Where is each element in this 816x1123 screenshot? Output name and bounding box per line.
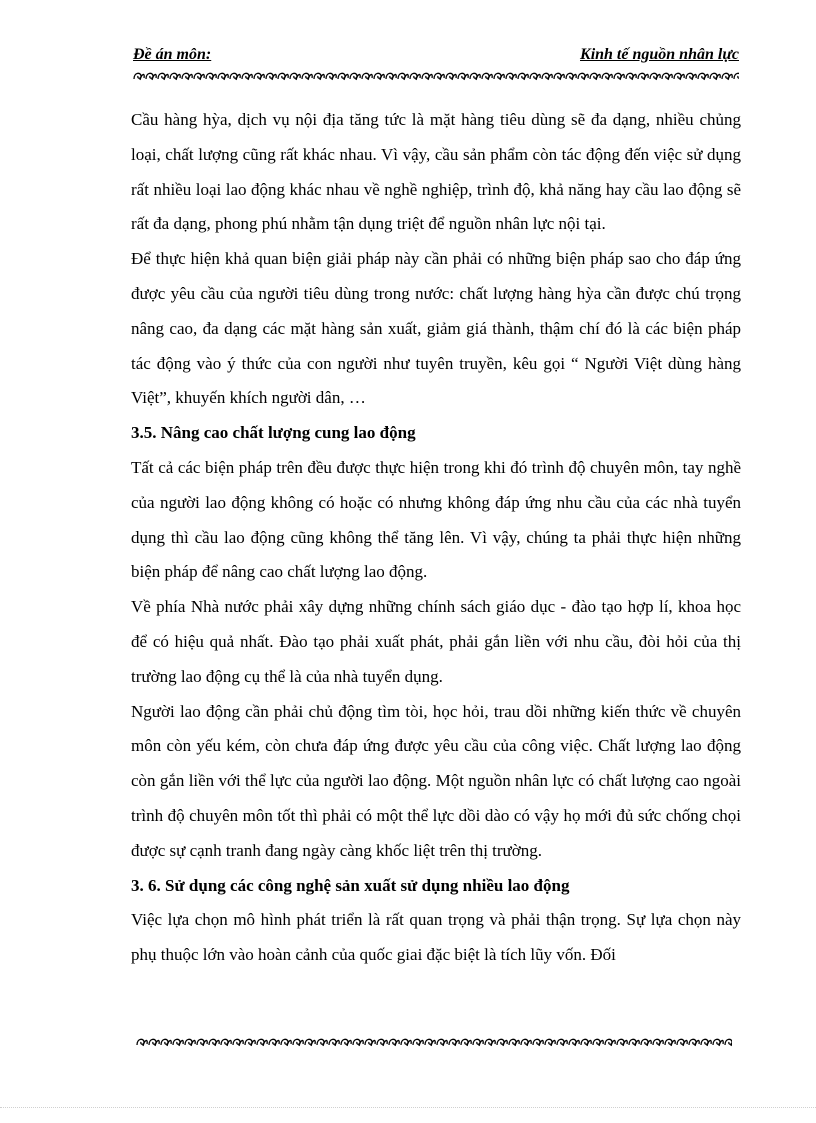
header-ornament-border (133, 70, 739, 82)
header-course-label: Đề án môn: (133, 46, 212, 63)
header-subject-title: Kinh tế nguồn nhân lực (580, 46, 739, 63)
ornament-pattern-bottom (136, 1036, 732, 1048)
paragraph: Người lao động cần phải chủ động tìm tòi, học hỏi, trau dồi những kiến thức về chuyên môn còn yếu kém, còn chưa đáp ứng được yêu cầu của công việc. Chất lượng lao động còn gắn liền với thể lực của người lao động. Một nguồn nhân lực có chất lượng cao ngoài trình độ chuyên môn tốt thì phải có một thể lực dồi dào có vậy họ mới đủ sức chống chọi được sự cạnh tranh đang ngày càng khốc liệt trên thị trường. (131, 701, 741, 860)
page-header (133, 42, 739, 68)
section-heading: 3. 6. Sử dụng các công nghệ sản xuất sử dụng nhiều lao động (131, 875, 570, 895)
section-heading: 3.5. Nâng cao chất lượng cung lao động (131, 423, 416, 443)
paragraph: Cầu hàng hỳa, dịch vụ nội địa tăng tức là mặt hàng tiêu dùng sẽ đa dạng, nhiều chủng loại, chất lượng cũng rất khác nhau. Vì vậy, cầu sản phẩm còn tác động đến việc sử dụng rất nhiều loại lao động khác nhau về nghề nghiệp, trình độ, khả năng hay cầu lao động sẽ rất đa dạng, phong phú nhằm tận dụng triệt để nguồn nhân lực nội tại. (131, 110, 741, 234)
paragraph: Về phía Nhà nước phải xây dựng những chính sách giáo dục - đào tạo hợp lí, khoa học để có hiệu quả nhất. Đào tạo phải xuất phát, phải gắn liền với nhu cầu, đòi hỏi của thị trường lao động cụ thể là của nhà tuyển dụng. (131, 597, 741, 686)
paragraph: Việc lựa chọn mô hình phát triển là rất quan trọng và phải thận trọng. Sự lựa chọn này phụ thuộc lớn vào hoàn cảnh của quốc giai đặc biệt là tích lũy vốn. Đối (131, 910, 741, 965)
page-bottom-dotted-line (0, 1107, 816, 1108)
page-body (131, 103, 741, 973)
ornament-pattern-top (133, 70, 739, 82)
footer-ornament-border (136, 1036, 732, 1048)
paragraph: Để thực hiện khả quan biện giải pháp này cần phải có những biện pháp sao cho đáp ứng được yêu cầu của người tiêu dùng trong nước: chất lượng hàng hỳa cần được chú trọng nâng cao, đa dạng các mặt hàng sản xuất, giảm giá thành, thậm chí đó là các biện pháp tác động vào ý thức của con người như tuyên truyền, kêu gọi “ Người Việt dùng hàng Việt”, khuyến khích người dân, … (131, 249, 741, 408)
paragraph: Tất cả các biện pháp trên đều được thực hiện trong khi đó trình độ chuyên môn, tay nghề của người lao động không có hoặc có nhưng không đáp ứng nhu cầu của các nhà tuyển dụng thì cầu lao động cũng không thể tăng lên. Vì vậy, chúng ta phải thực hiện những biện pháp để nâng cao chất lượng lao động. (131, 457, 741, 582)
